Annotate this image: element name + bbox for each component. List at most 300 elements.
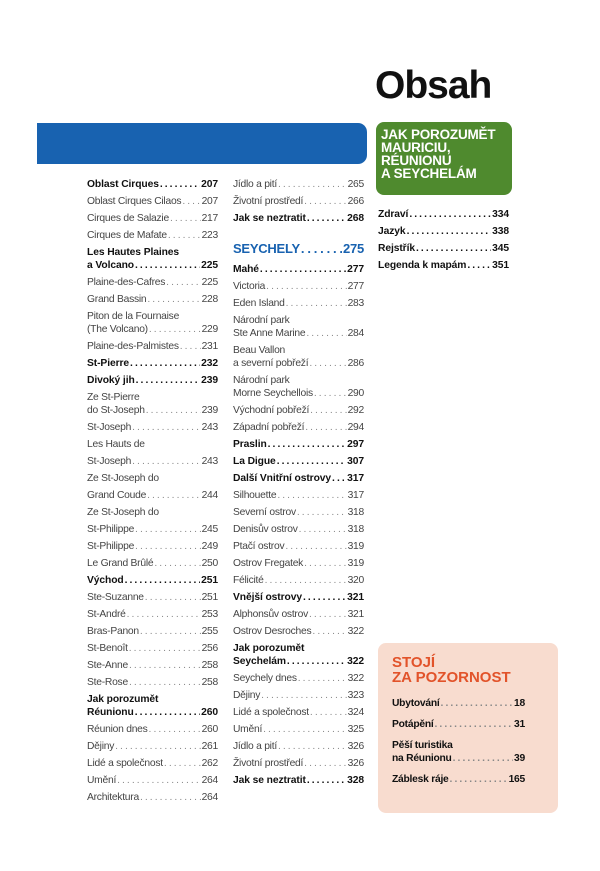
toc-entry[interactable]: [233, 210, 364, 227]
toc-entry-label: Lidé a společnost: [233, 707, 309, 718]
toc-entry-line: [87, 740, 218, 753]
toc-entry-page: 250: [201, 558, 218, 569]
toc-entry-page: 322: [347, 656, 364, 667]
dot-leader: [297, 506, 347, 519]
dot-leader: [129, 659, 201, 672]
dot-leader: [263, 723, 346, 736]
toc-entry-line: [233, 642, 364, 655]
dot-leader: [146, 404, 201, 417]
toc-entry[interactable]: [233, 755, 364, 772]
toc-entry-label: Piton de la Fournaise: [87, 311, 180, 322]
dot-leader: [154, 557, 200, 570]
toc-entry-page: 243: [201, 422, 218, 433]
toc-entry-line: [392, 752, 525, 765]
toc-entry[interactable]: [87, 308, 218, 338]
toc-entry-label: Jak porozumět: [233, 643, 305, 654]
toc-entry-label: a Volcano: [87, 260, 134, 271]
toc-entry-line: [233, 242, 364, 255]
toc-entry-line: [87, 591, 218, 604]
toc-entry-line: [378, 225, 509, 238]
toc-entry[interactable]: [87, 606, 218, 623]
toc-entry[interactable]: [87, 504, 218, 538]
dot-leader: [268, 438, 346, 451]
toc-entry-line: [378, 242, 509, 255]
section-heading-line: A SEYCHELÁM: [381, 166, 477, 181]
toc-entry-label: Bras-Panon: [87, 626, 139, 637]
toc-entry-page: 39: [514, 753, 525, 764]
dot-leader: [145, 591, 201, 604]
toc-entry-page: 255: [201, 626, 218, 637]
toc-entry-page: 326: [347, 758, 364, 769]
toc-entry-page: 260: [201, 707, 218, 718]
toc-entry[interactable]: [233, 453, 364, 470]
toc-entry-page: 283: [347, 298, 364, 309]
toc-entry-line: [87, 357, 218, 370]
toc-entry-label: Oblast Cirques Cilaos: [87, 196, 182, 207]
toc-entry[interactable]: [87, 372, 218, 389]
dot-leader: [261, 689, 346, 702]
toc-section-heading[interactable]: [233, 240, 364, 261]
toc-entry-page: 243: [201, 456, 218, 467]
toc-entry-page: 225: [201, 260, 218, 271]
toc-entry-label: St-Philippe: [87, 541, 135, 552]
toc-entry[interactable]: [87, 657, 218, 674]
toc-entry-line: [87, 625, 218, 638]
toc-entry[interactable]: [87, 193, 218, 210]
toc-entry-label: Potápění: [392, 719, 434, 730]
toc-entry-label: Ze St-Pierre: [87, 392, 140, 403]
dot-leader: [453, 752, 513, 765]
toc-entry-line: [233, 574, 364, 587]
toc-entry[interactable]: [233, 704, 364, 721]
dot-leader: [115, 740, 200, 753]
dot-leader: [298, 672, 347, 685]
toc-entry[interactable]: [87, 772, 218, 789]
toc-entry-line: [233, 689, 364, 702]
toc-entry[interactable]: [233, 504, 364, 521]
toc-entry-line: [87, 404, 218, 417]
toc-entry[interactable]: [233, 419, 364, 436]
toc-entry-page: 31: [514, 719, 525, 730]
dot-leader: [149, 323, 201, 336]
toc-entry[interactable]: [233, 738, 364, 755]
toc-entry-line: [87, 487, 218, 504]
toc-entry-line: [87, 436, 218, 453]
toc-entry-page: 251: [201, 575, 218, 586]
toc-entry-label: Pěší turistika: [392, 740, 453, 751]
toc-entry-label: Umění: [87, 775, 117, 786]
toc-entry[interactable]: [233, 538, 364, 555]
toc-entry-page: 207: [201, 179, 218, 190]
toc-entry-line: [87, 259, 218, 272]
toc-entry[interactable]: [392, 769, 525, 790]
toc-entry-label: Cirques de Salazie: [87, 213, 169, 224]
toc-entry-label: Mahé: [233, 264, 259, 275]
toc-entry-page: 249: [201, 541, 218, 552]
toc-entry-line: [233, 314, 364, 327]
toc-entry-label: Ste-Rose: [87, 677, 128, 688]
toc-entry-page: 284: [347, 328, 364, 339]
toc-entry-line: [233, 672, 364, 685]
toc-entry[interactable]: [233, 342, 364, 372]
toc-entry-label: Ste-Anne: [87, 660, 128, 671]
toc-entry[interactable]: [233, 487, 364, 504]
toc-entry-page: 258: [201, 660, 218, 671]
toc-entry-label: Beau Vallon: [233, 345, 286, 356]
toc-entry-page: 266: [347, 196, 364, 207]
toc-entry[interactable]: [87, 738, 218, 755]
toc-entry[interactable]: [87, 674, 218, 691]
toc-entry-line: [233, 327, 364, 340]
toc-entry[interactable]: [87, 436, 218, 470]
toc-entry[interactable]: [87, 623, 218, 640]
toc-entry-line: [87, 757, 218, 770]
toc-entry[interactable]: [233, 589, 364, 606]
toc-entry[interactable]: [87, 555, 218, 572]
toc-entry[interactable]: [233, 193, 364, 210]
toc-entry-line: [233, 178, 364, 191]
toc-entry-label: Legenda k mapám: [378, 260, 467, 271]
toc-entry[interactable]: [87, 389, 218, 419]
toc-entry[interactable]: [233, 402, 364, 419]
highlights-title-line: ZA POZORNOST: [392, 669, 511, 686]
toc-entry[interactable]: [87, 789, 218, 806]
toc-entry-page: 277: [347, 264, 364, 275]
toc-entry-page: 290: [347, 388, 364, 399]
toc-entry-line: [233, 608, 364, 621]
toc-entry-label: Severní ostrov: [233, 507, 296, 518]
highlights-title-line: STOJÍ: [392, 654, 436, 671]
toc-entry-line: [233, 472, 364, 485]
toc-entry-page: 326: [347, 741, 364, 752]
toc-entry-line: [233, 591, 364, 604]
toc-entry-page: 323: [347, 690, 364, 701]
toc-entry[interactable]: [87, 176, 218, 193]
toc-entry-label: Dějiny: [233, 690, 261, 701]
toc-entry[interactable]: [392, 735, 525, 769]
toc-entry-label: Silhouette: [233, 490, 277, 501]
toc-entry[interactable]: [233, 261, 364, 278]
toc-entry-label: Les Hautes Plaines: [87, 247, 180, 258]
dot-leader: [135, 259, 200, 272]
toc-entry-label: Jak se neztratit: [233, 213, 306, 224]
toc-entry-label: St-Pierre: [87, 358, 130, 369]
toc-entry-label: Východ: [87, 575, 124, 586]
toc-entry[interactable]: [378, 257, 509, 274]
toc-entry[interactable]: [87, 210, 218, 227]
dot-leader: [135, 540, 201, 553]
dot-leader: [310, 404, 346, 417]
toc-entry[interactable]: [233, 312, 364, 342]
toc-entry-line: [233, 740, 364, 753]
dot-leader: [309, 608, 347, 621]
toc-entry[interactable]: [392, 714, 525, 735]
toc-entry[interactable]: [233, 670, 364, 687]
toc-entry[interactable]: [233, 572, 364, 589]
toc-entry-line: [87, 608, 218, 621]
dot-leader: [129, 642, 201, 655]
toc-entry-line: [87, 453, 218, 470]
toc-entry[interactable]: [87, 755, 218, 772]
toc-entry-line: [87, 421, 218, 434]
toc-entry[interactable]: [378, 240, 509, 257]
toc-entry[interactable]: [87, 244, 218, 274]
dot-leader: [117, 774, 200, 787]
toc-entry-line: [87, 470, 218, 487]
section-heading-line: MAURICIU,: [381, 140, 451, 155]
toc-entry-page: 318: [347, 507, 364, 518]
dot-leader: [277, 489, 346, 502]
dot-leader: [265, 574, 347, 587]
page-title: Obsah: [375, 64, 492, 107]
dot-leader: [140, 791, 201, 804]
toc-entry-label: Záblesk ráje: [392, 774, 449, 785]
toc-entry-label: Ste Anne Marine: [233, 328, 306, 339]
toc-entry-line: [233, 387, 364, 400]
toc-entry[interactable]: [233, 295, 364, 312]
toc-entry[interactable]: [87, 274, 218, 291]
toc-entry-page: 225: [201, 277, 218, 288]
toc-entry-label: St-Joseph: [87, 456, 132, 467]
dot-leader: [450, 773, 508, 786]
toc-entry[interactable]: [233, 176, 364, 193]
dot-leader: [278, 178, 347, 191]
toc-entry-label: Plaine-des-Cafres: [87, 277, 166, 288]
toc-entry-page: 324: [347, 707, 364, 718]
toc-entry[interactable]: [233, 555, 364, 572]
toc-entry-page: 320: [347, 575, 364, 586]
toc-entry-page: 268: [347, 213, 364, 224]
toc-entry-page: 253: [201, 609, 218, 620]
toc-entry-page: 334: [492, 209, 509, 220]
toc-entry-page: 277: [347, 281, 364, 292]
toc-entry[interactable]: [87, 572, 218, 589]
toc-entry-label: Eden Island: [233, 298, 285, 309]
toc-entry-page: 322: [347, 626, 364, 637]
toc-entry-page: 232: [201, 358, 218, 369]
toc-entry-line: [233, 438, 364, 451]
toc-entry-line: [233, 344, 364, 357]
dot-leader: [307, 212, 346, 225]
toc-entry-line: [233, 625, 364, 638]
dot-leader: [278, 740, 347, 753]
toc-entry-label: Architektura: [87, 792, 139, 803]
toc-entry-label: Životní prostředí: [233, 758, 304, 769]
section-heading-line: JAK POROZUMĚT: [381, 127, 496, 142]
toc-entry-line: [233, 374, 364, 387]
dot-leader: [132, 421, 200, 434]
toc-entry-line: [87, 178, 218, 191]
toc-entry-page: 307: [347, 456, 364, 467]
dot-leader: [130, 357, 200, 370]
toc-entry-page: 256: [201, 643, 218, 654]
toc-entry-page: 262: [201, 758, 218, 769]
dot-leader: [147, 487, 200, 504]
toc-entry-line: [87, 693, 218, 706]
toc-entry-line: [87, 195, 218, 208]
toc-entry-page: 245: [201, 524, 218, 535]
toc-entry-label: Východní pobřeží: [233, 405, 310, 416]
toc-entry-page: 264: [201, 792, 218, 803]
toc-entry[interactable]: [233, 278, 364, 295]
toc-entry-label: Další Vnitřní ostrovy: [233, 473, 332, 484]
toc-entry-line: [87, 340, 218, 353]
toc-entry-line: [87, 723, 218, 736]
toc-entry-page: 321: [347, 592, 364, 603]
toc-entry-page: 317: [347, 473, 364, 484]
toc-entry[interactable]: [87, 227, 218, 244]
toc-entry-label: na Réunionu: [392, 753, 452, 764]
dot-leader: [467, 259, 491, 272]
toc-entry-label: Vnější ostrovy: [233, 592, 302, 603]
dot-leader: [314, 387, 347, 400]
toc-entry[interactable]: [87, 589, 218, 606]
toc-entry-line: [233, 757, 364, 770]
toc-entry-label: Divoký jih: [87, 375, 135, 386]
toc-entry-line: [233, 357, 364, 370]
toc-entry-label: Jídlo a pití: [233, 179, 277, 190]
section-heading-line: RÉUNIONU: [381, 153, 452, 168]
dot-leader: [441, 697, 514, 710]
dot-leader: [260, 263, 346, 276]
toc-entry[interactable]: [233, 623, 364, 640]
toc-entry-label: Jak se neztratit: [233, 775, 306, 786]
toc-entry-line: [233, 523, 364, 536]
dot-leader: [160, 178, 200, 191]
toc-entry-line: [392, 697, 525, 710]
toc-entry-label: Jazyk: [378, 226, 406, 237]
toc-entry-page: 239: [201, 375, 218, 386]
toc-entry-label: Ste-Suzanne: [87, 592, 144, 603]
toc-entry-label: Le Grand Brûlé: [87, 558, 154, 569]
toc-entry-page: 338: [492, 226, 509, 237]
toc-entry[interactable]: [378, 223, 509, 240]
toc-entry-line: [87, 659, 218, 672]
toc-entry-page: 265: [347, 179, 364, 190]
toc-entry-page: 351: [492, 260, 509, 271]
toc-entry[interactable]: [233, 687, 364, 704]
dot-leader: [127, 608, 201, 621]
toc-entry[interactable]: [233, 640, 364, 670]
toc-entry-line: [233, 706, 364, 719]
toc-entry-label: Oblast Cirques: [87, 179, 159, 190]
toc-entry[interactable]: [87, 640, 218, 657]
toc-entry-page: 286: [347, 358, 364, 369]
toc-entry[interactable]: [392, 693, 525, 714]
toc-entry-page: 207: [201, 196, 218, 207]
toc-entry[interactable]: [87, 355, 218, 372]
toc-entry-page: 345: [492, 243, 509, 254]
toc-entry-line: [87, 504, 218, 521]
toc-entry-label: Životní prostředí: [233, 196, 304, 207]
toc-entry-label: Ostrov Fregatek: [233, 558, 304, 569]
toc-entry-label: Cirques de Mafate: [87, 230, 167, 241]
toc-entry-label: Ze St-Joseph do: [87, 473, 159, 484]
toc-entry-page: 244: [201, 490, 218, 501]
toc-entry-label: St-André: [87, 609, 126, 620]
highlights-list: [392, 693, 544, 790]
toc-entry-label: Rejstřík: [378, 243, 415, 254]
toc-entry-line: [87, 642, 218, 655]
dot-leader: [135, 706, 200, 719]
toc-entry-line: [87, 229, 218, 242]
toc-entry-page: 260: [201, 724, 218, 735]
toc-entry-page: 261: [201, 741, 218, 752]
toc-entry[interactable]: [87, 291, 218, 308]
toc-entry-label: Les Hauts de: [87, 439, 145, 450]
dot-leader: [285, 540, 346, 553]
toc-entry-line: [87, 540, 218, 553]
toc-entry[interactable]: [233, 772, 364, 789]
dot-leader: [416, 242, 491, 255]
toc-entry-page: 264: [201, 775, 218, 786]
dot-leader: [307, 774, 346, 787]
toc-entry-line: [233, 421, 364, 434]
dot-leader: [164, 757, 201, 770]
toc-column-2: [233, 176, 364, 789]
toc-entry[interactable]: [87, 691, 218, 721]
toc-entry-label: Seychelám: [233, 656, 286, 667]
toc-entry[interactable]: [378, 206, 509, 223]
toc-entry-line: [87, 246, 218, 259]
toc-entry[interactable]: [87, 538, 218, 555]
toc-entry-page: 258: [201, 677, 218, 688]
toc-entry[interactable]: [87, 470, 218, 504]
toc-entry-page: 217: [201, 213, 218, 224]
toc-entry-line: [87, 212, 218, 225]
dot-leader: [147, 293, 200, 306]
toc-entry-line: [87, 706, 218, 719]
toc-entry-label: Alphonsův ostrov: [233, 609, 308, 620]
toc-entry-label: Réunion dnes: [87, 724, 148, 735]
toc-entry[interactable]: [233, 436, 364, 453]
toc-entry-label: Národní park: [233, 315, 290, 326]
dot-leader: [125, 574, 201, 587]
dot-leader: [168, 229, 201, 242]
dot-leader: [266, 280, 346, 293]
toc-entry[interactable]: [233, 721, 364, 738]
toc-entry-line: [87, 310, 218, 323]
dot-leader: [409, 208, 491, 221]
toc-entry-page: 231: [201, 341, 218, 352]
toc-column-1: [87, 176, 218, 806]
toc-entry-page: 251: [201, 592, 218, 603]
toc-entry-page: 239: [201, 405, 218, 416]
toc-entry-line: [87, 676, 218, 689]
toc-entry[interactable]: [233, 470, 364, 487]
toc-entry[interactable]: [87, 338, 218, 355]
dot-leader: [332, 472, 346, 485]
dot-leader: [304, 557, 346, 570]
toc-entry[interactable]: [87, 721, 218, 738]
toc-entry-line: [233, 489, 364, 502]
toc-entry[interactable]: [233, 372, 364, 402]
toc-entry[interactable]: [233, 606, 364, 623]
toc-entry-label: St-Benoît: [87, 643, 128, 654]
toc-entry-line: [87, 323, 218, 336]
toc-entry-label: Grand Coude: [87, 490, 147, 501]
toc-entry-label: Zdraví: [378, 209, 409, 220]
toc-entry-label: do St-Joseph: [87, 405, 145, 416]
toc-entry-label: Ostrov Desroches: [233, 626, 312, 637]
toc-entry[interactable]: [233, 521, 364, 538]
toc-entry-label: Victoria: [233, 281, 266, 292]
toc-entry-line: [233, 280, 364, 293]
toc-entry[interactable]: [87, 419, 218, 436]
toc-entry-label: Praslin: [233, 439, 267, 450]
toc-entry-page: 319: [347, 558, 364, 569]
dot-leader: [303, 591, 346, 604]
